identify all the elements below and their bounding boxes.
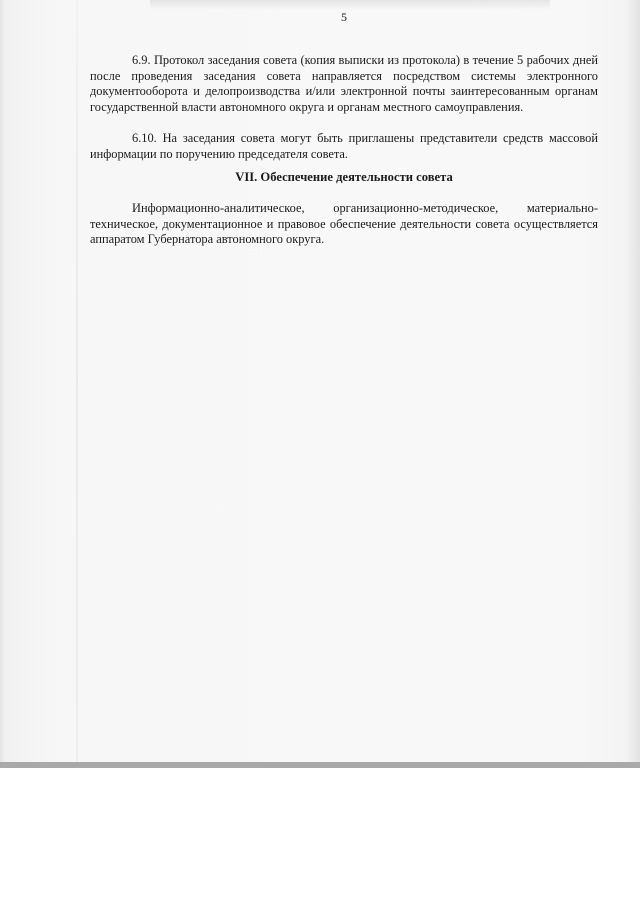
page-crease	[76, 0, 78, 762]
paragraph-section-7: Информационно-аналитическое, организационно-методическое, материально-техническое, документационное и правовое обеспечение деятельности совета осуществляется аппаратом Губернатора автономного округа.	[90, 201, 598, 247]
section-heading: VII. Обеспечение деятельности совета	[235, 170, 453, 184]
scan-shadow	[150, 0, 550, 10]
paragraph-6-10: 6.10. На заседания совета могут быть приглашены представители средств массовой информации по поручению председателя совета.	[90, 131, 598, 161]
paragraph-6-9: 6.9. Протокол заседания совета (копия выписки из протокола) в течение 5 рабочих дней после проведения заседания совета направляется посредством системы электронного документооборота и делопроизводства и/или электронной почты заинтересованным органам государственной власти автономного округа и органам местного самоуправления.	[90, 53, 598, 114]
page-number: 5	[341, 10, 347, 24]
